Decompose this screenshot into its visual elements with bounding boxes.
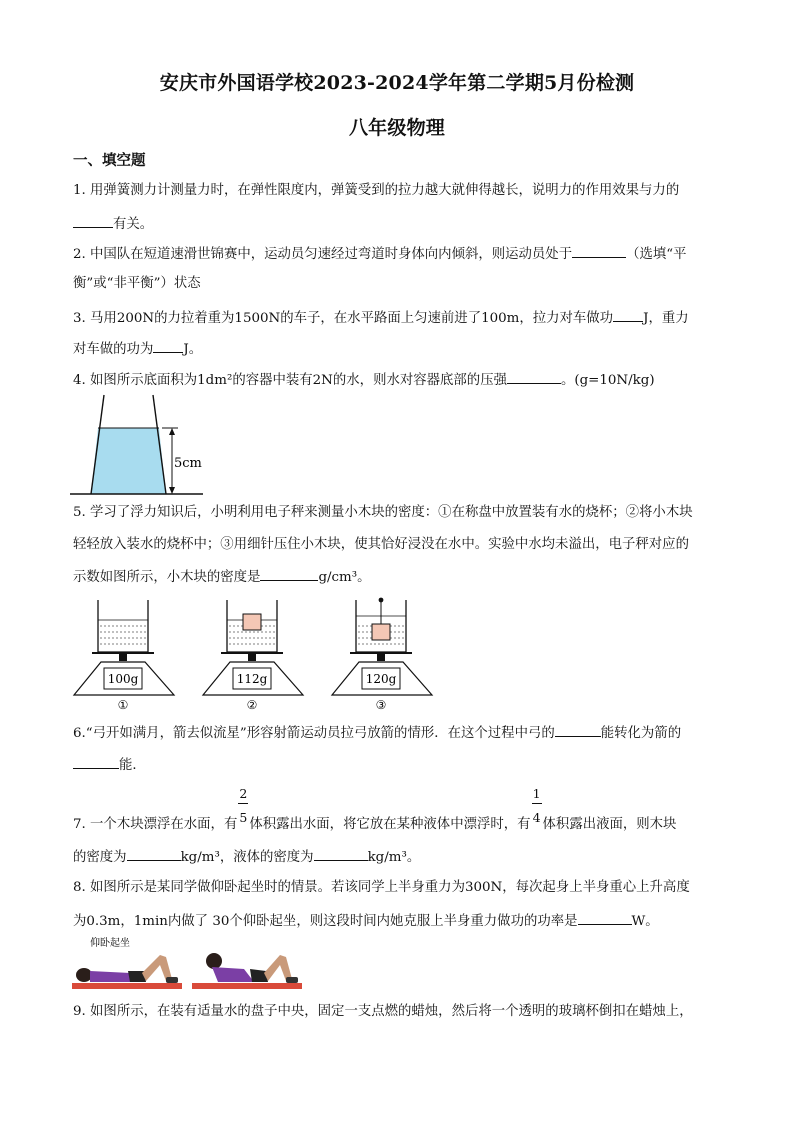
q1-line1: 1. 用弹簧测力计测量力时，在弹性限度内，弹簧受到的拉力越大就伸得越长，说明力的作用效果与力的 bbox=[73, 183, 680, 198]
q8-photo-caption: 仰卧起坐 bbox=[90, 938, 130, 949]
q5-scale-1-water bbox=[98, 620, 148, 652]
q5-scale-1-reading: 100g bbox=[107, 672, 139, 686]
q8-person-1-shoe bbox=[166, 977, 178, 983]
q7-line1: 7. 一个木块漂浮在水面，有 $\frac{2}{5}$ 体积露出水面，将它放在某种液体中漂浮时，有 $\frac{1}{4}$ 体积露出液面，则木块 bbox=[73, 786, 677, 832]
q3-answer-blank-1[interactable] bbox=[613, 307, 643, 322]
q5-scale-2-reading: 112g bbox=[236, 672, 268, 686]
q5-scale-3-figure bbox=[330, 598, 440, 713]
q8-line1: 8. 如图所示是某同学做仰卧起坐时的情景。若该同学上半身重力为300N，每次起身上半身重心上升高度 bbox=[73, 880, 690, 895]
q1-answer-blank[interactable] bbox=[73, 213, 113, 228]
q2-line1: 2. 中国队在短道速滑世锦赛中，运动员匀速经过弯道时身体向内倾斜，则运动员处于 （选填“平 bbox=[73, 243, 687, 265]
q5-scale-3-stem bbox=[377, 654, 385, 661]
q3-line1: 3. 马用200N的力拉着重为1500N的车子，在水平路面上匀速前进了100m，拉力对车做功 J，重力 bbox=[73, 307, 689, 329]
q4-arrow-head-up bbox=[169, 428, 175, 435]
q9-line1: 9. 如图所示，在装有适量水的盘子中央，固定一支点燃的蜡烛，然后将一个透明的玻璃杯倒扣在蜡烛上， bbox=[73, 1004, 693, 1019]
q6-answer-blank-2[interactable] bbox=[73, 754, 119, 769]
q8-line2: 为0.3m，1min内做了 30个仰卧起坐，则这段时间内她克服上半身重力做功的功率是 W。 bbox=[73, 910, 659, 932]
q1-line2: 有关。 bbox=[73, 213, 153, 235]
q5-scale-3-mark: ③ bbox=[375, 698, 387, 712]
q8-person-2-torso bbox=[212, 967, 254, 982]
q5-scale-2-stem bbox=[248, 654, 256, 661]
q5-line2: 轻轻放入装水的烧杯中；③用细针压住小木块，使其恰好浸没在水中。实验中水均未溢出，电子秤对应的 bbox=[73, 537, 689, 552]
q5-answer-blank[interactable] bbox=[260, 566, 318, 581]
q3-line2: 对车做的功为 J。 bbox=[73, 338, 202, 360]
q5-scale-3-wood-block bbox=[372, 624, 390, 640]
q5-scale-1-figure bbox=[72, 598, 182, 713]
q3-answer-blank-2[interactable] bbox=[153, 338, 183, 353]
q5-scale-2-mark: ② bbox=[246, 698, 258, 712]
q8-mat-1 bbox=[72, 983, 182, 989]
q7-answer-blank-2[interactable] bbox=[314, 846, 368, 861]
q8-person-1-torso bbox=[90, 971, 132, 982]
q4-answer-blank[interactable] bbox=[507, 369, 561, 384]
q4-water bbox=[91, 428, 166, 494]
q6-line1: 6.“弓开如满月，箭去似流星”形容射箭运动员拉弓放箭的情形．在这个过程中弓的 能转化为箭的 bbox=[73, 722, 681, 744]
q6-answer-blank-1[interactable] bbox=[555, 722, 601, 737]
q2-line2: 衡”或“非平衡”）状态 bbox=[73, 276, 201, 291]
q8-situp-photo bbox=[72, 935, 312, 995]
q4-arrow-head-down bbox=[169, 487, 175, 494]
section-heading: 一、填空题 bbox=[73, 152, 146, 169]
q7-fraction-two-fifths: $\frac{2}{5}$ bbox=[239, 786, 248, 825]
q7-fraction-one-quarter: $\frac{1}{4}$ bbox=[532, 786, 541, 825]
q6-line2: 能． bbox=[73, 754, 146, 776]
q5-scale-1-stem bbox=[119, 654, 127, 661]
q8-answer-blank[interactable] bbox=[578, 910, 632, 925]
q5-scale-1-mark: ① bbox=[117, 698, 129, 712]
q4-height-label: 5cm bbox=[174, 456, 202, 471]
q2-answer-blank[interactable] bbox=[572, 243, 626, 258]
q5-scale-3-reading: 120g bbox=[365, 672, 397, 686]
q8-person-1-head bbox=[76, 968, 92, 982]
q5-scale-3-needle-head bbox=[379, 598, 384, 603]
q5-scale-2-wood-block bbox=[243, 614, 261, 630]
q7-line2: 的密度为 kg/m³，液体的密度为 kg/m³。 bbox=[73, 846, 420, 868]
q5-line3: 示数如图所示，小木块的密度是 g/cm³。 bbox=[73, 566, 371, 588]
q5-scale-2-figure bbox=[201, 598, 311, 713]
q8-person-2-shoe bbox=[286, 977, 298, 983]
exam-subtitle: 八年级物理 bbox=[348, 117, 445, 139]
q4-line1: 4. 如图所示底面积为1dm²的容器中装有2N的水，则水对容器底部的压强 。(g=10N/kg) bbox=[73, 369, 655, 391]
exam-title: 安庆市外国语学校2023-2024学年第二学期5月份检测 bbox=[159, 72, 635, 94]
q5-line1: 5. 学习了浮力知识后，小明利用电子秤来测量小木块的密度：①在称盘中放置装有水的烧杯；②将小木块 bbox=[73, 505, 693, 520]
q7-answer-blank-1[interactable] bbox=[127, 846, 181, 861]
q8-mat-2 bbox=[192, 983, 302, 989]
q8-person-2-head bbox=[206, 953, 222, 969]
q4-container-figure bbox=[70, 395, 210, 500]
